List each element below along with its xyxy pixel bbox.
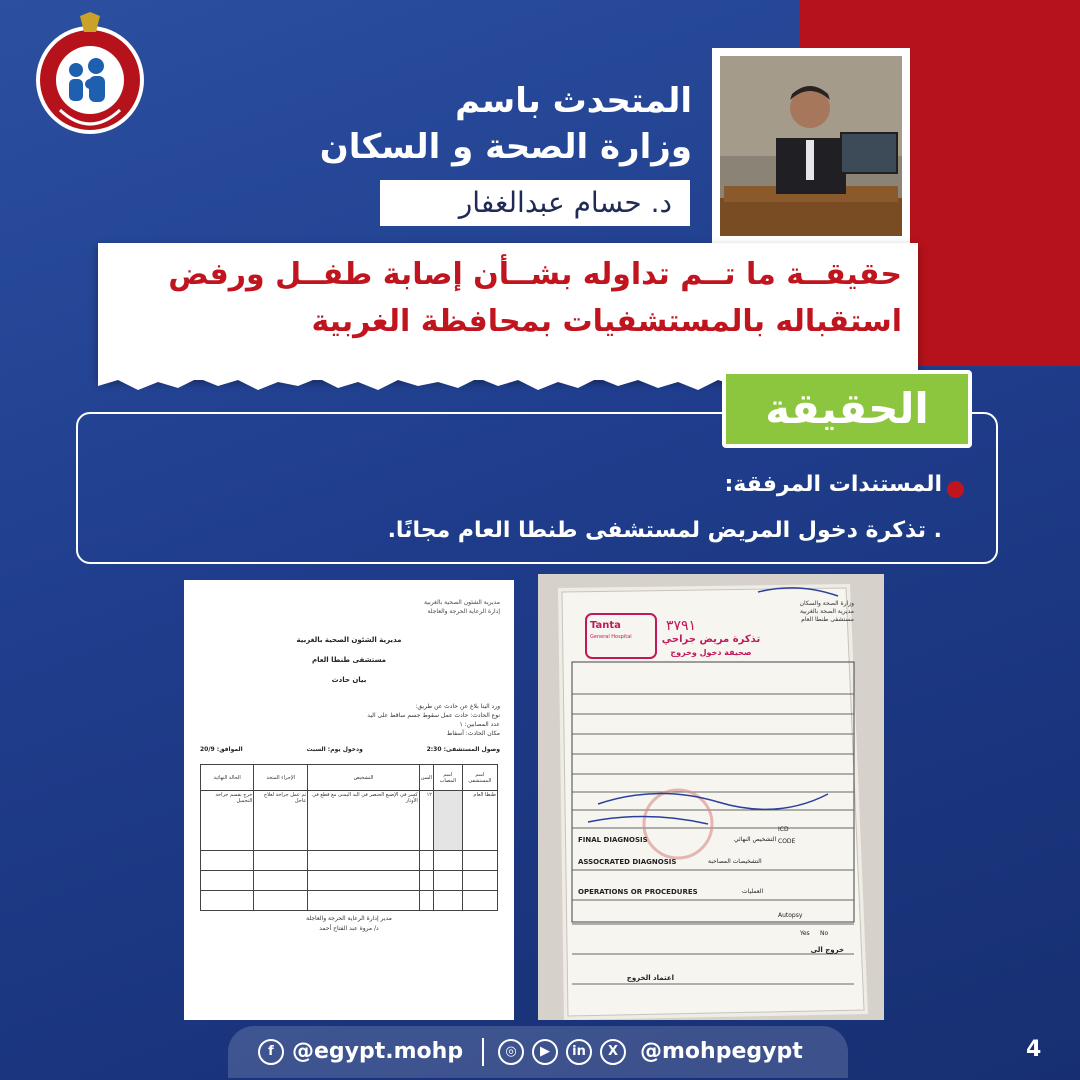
x-icon[interactable]: X bbox=[600, 1039, 626, 1065]
facebook-handle[interactable]: @egypt.mohp bbox=[292, 1039, 464, 1064]
doc2-discharge-approval: اعتماد الخروج bbox=[626, 974, 674, 982]
doc2-ministry: وزارة الصحة والسكان bbox=[799, 600, 854, 607]
doc1-col-patient: اسم المصاب bbox=[433, 765, 462, 791]
doc1-footer2: د/ مروة عبد الفتاح أحمد bbox=[319, 925, 379, 932]
doc2-code: CODE bbox=[778, 838, 796, 845]
doc2-assoc-dx-ar: التشخيصات المصاحبة bbox=[708, 858, 762, 865]
speaker-name: د. حسام عبدالغفار bbox=[380, 180, 690, 226]
headline-line2: استقباله بالمستشفيات بمحافظة الغربية bbox=[311, 304, 902, 339]
doc2-no: No bbox=[820, 930, 829, 937]
attachment-detail: . تذكرة دخول المريض لمستشفى طنطا العام مجانًا. bbox=[387, 518, 942, 543]
attachments-label: المستندات المرفقة: bbox=[724, 472, 942, 497]
doc2-number: ٣٧٩١ bbox=[666, 618, 697, 634]
doc2-autopsy: Autopsy bbox=[778, 912, 803, 919]
doc2-discharge: خروج الى bbox=[810, 946, 844, 954]
doc2-final-dx-ar: التشخيص النهائي bbox=[734, 836, 777, 843]
doc1-place: مكان الحادث: أسفاط bbox=[446, 730, 500, 737]
doc1-date: الموافق: 20/9 bbox=[200, 746, 243, 753]
social-handle[interactable]: @mohpegypt bbox=[640, 1039, 803, 1064]
doc2-sheet-title: صحيفة دخول وخروج bbox=[670, 648, 752, 657]
doc2-yes: Yes bbox=[800, 930, 810, 937]
incident-report-document bbox=[184, 580, 514, 1020]
doc1-col-outcome: الحالة النهائية bbox=[201, 765, 254, 791]
doc1-footer1: مدير إدارة الرعاية الحرجة والعاجلة bbox=[306, 915, 392, 922]
doc2-hospital: مستشفى طنطا العام bbox=[801, 616, 854, 623]
doc1-header1: مديرية الشئون الصحية بالغربية bbox=[424, 599, 500, 606]
doc2-brand: Tanta bbox=[590, 620, 621, 631]
doc1-cell-patient bbox=[433, 791, 462, 851]
doc1-arrival: وصول المستشفى: 2:30 bbox=[426, 746, 500, 753]
headline-line1: حقيقــة ما تــم تداوله بشــأن إصابة طفــل ورفض bbox=[168, 257, 902, 292]
doc1-cell-age: ١٢ bbox=[419, 791, 433, 851]
instagram-icon[interactable]: ◎ bbox=[498, 1039, 524, 1065]
speaker-photo bbox=[712, 48, 910, 244]
doc2-ops: OPERATIONS OR PROCEDURES bbox=[578, 888, 698, 896]
youtube-icon[interactable]: ▶ bbox=[532, 1039, 558, 1065]
doc1-count: عدد المصابين: ١ bbox=[459, 721, 500, 728]
speaker-role-line2: وزارة الصحة و السكان bbox=[319, 127, 692, 167]
doc1-reported: ورد الينا بلاغ عن حادث عن طريق: bbox=[415, 703, 500, 710]
doc1-title1: مديرية الشئون الصحية بالغربية bbox=[296, 636, 402, 644]
patient-ticket-photo bbox=[538, 574, 884, 1020]
bullet-dot-icon bbox=[947, 481, 964, 498]
doc2-brand-sub: General Hospital bbox=[590, 634, 632, 640]
social-bar bbox=[228, 1026, 848, 1078]
doc2-directorate: مديرية الصحة بالغربية bbox=[799, 608, 854, 615]
social-divider bbox=[482, 1038, 484, 1066]
doc2-icd: ICD bbox=[778, 826, 789, 833]
doc1-type: نوع الحادث: حادث عمل سقوط جسم ساقط على اليد bbox=[367, 712, 500, 719]
doc2-ops-ar: العمليات bbox=[742, 888, 764, 895]
headline-card bbox=[98, 243, 918, 380]
doc1-title2: مستشفى طنطا العام bbox=[311, 656, 387, 664]
speaker-role bbox=[320, 78, 692, 170]
ministry-logo bbox=[34, 10, 146, 138]
doc1-col-diagnosis: التشخيص bbox=[308, 765, 420, 791]
doc1-col-age: السن bbox=[419, 765, 433, 791]
doc1-header2: إدارة الرعاية الحرجة والعاجلة bbox=[427, 608, 500, 615]
fact-tag: الحقيقة bbox=[722, 370, 972, 448]
page-number: 4 bbox=[1026, 1037, 1042, 1062]
doc1-entry: ودخول يوم: السبت bbox=[306, 746, 363, 753]
doc1-col-procedure: الإجراء المتخذ bbox=[254, 765, 308, 791]
doc1-table bbox=[200, 764, 498, 911]
doc1-cell-diagnosis: كسر في الإصبع الخنصر في اليد اليمنى مع قطع في الأوتار bbox=[308, 791, 420, 851]
linkedin-icon[interactable]: in bbox=[566, 1039, 592, 1065]
doc2-assoc-dx: ASSOCRATED DIAGNOSIS bbox=[578, 858, 677, 866]
doc1-cell-procedure: تم عمل جراحة لعلاج عاجل bbox=[254, 791, 308, 851]
doc2-final-dx: FINAL DIAGNOSIS bbox=[578, 836, 648, 844]
facebook-icon[interactable]: f bbox=[258, 1039, 284, 1065]
doc1-title3: بيان حادث bbox=[331, 676, 367, 684]
doc1-cell-outcome: خرج بقسم جراحة التجميل bbox=[201, 791, 254, 851]
speaker-role-line1: المتحدث باسم bbox=[455, 81, 692, 121]
doc2-ticket-title: تذكرة مريض جراحي bbox=[661, 634, 761, 645]
doc1-cell-hospital: طنطا العام bbox=[462, 791, 497, 851]
doc1-col-hospital: اسم المستشفى bbox=[462, 765, 497, 791]
